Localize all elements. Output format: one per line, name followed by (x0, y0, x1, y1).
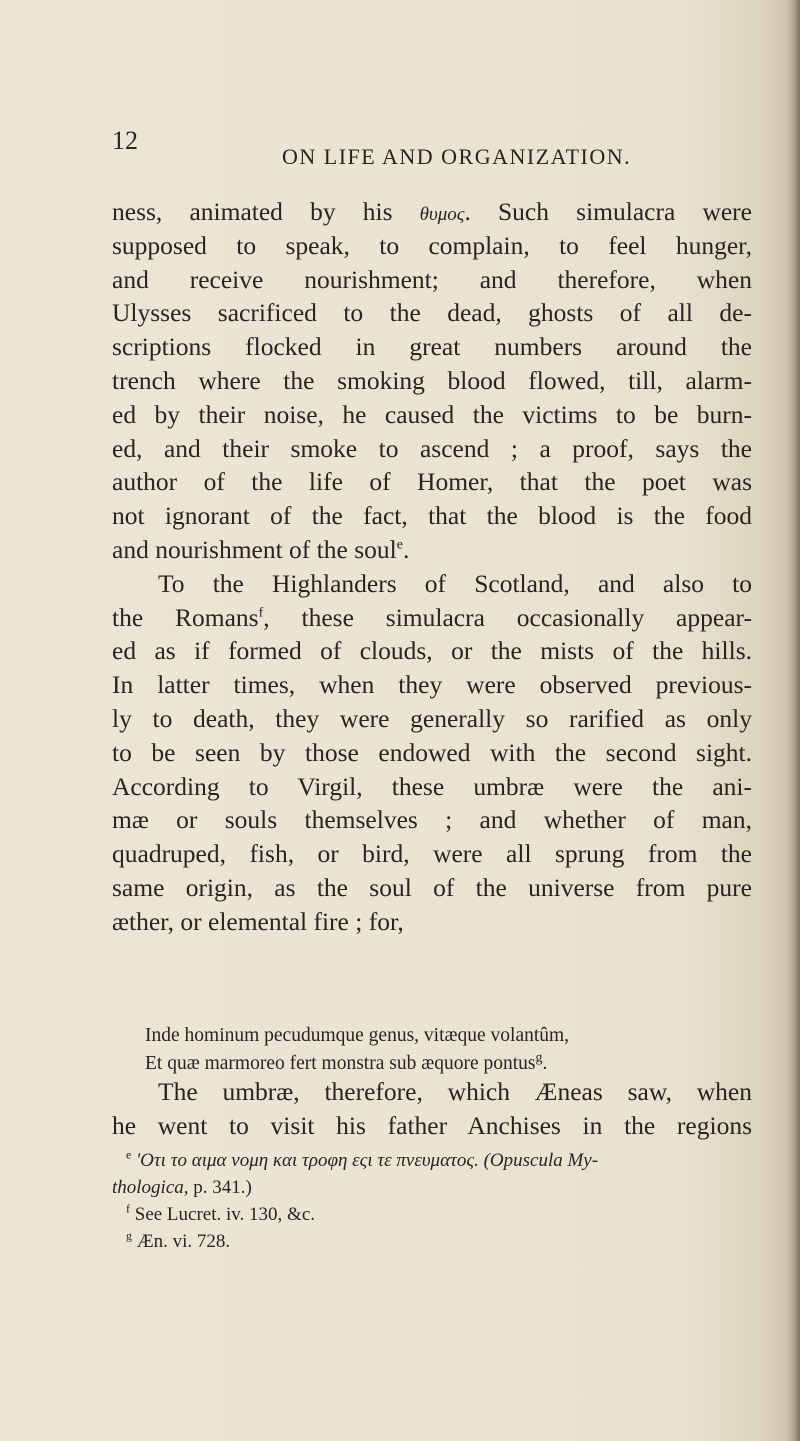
greek-word: θυμος (419, 204, 465, 225)
footnotes (112, 1147, 752, 1255)
footnote-ref-f: f (258, 605, 264, 621)
footnote-ref-g: g (535, 1050, 543, 1066)
text-line: to be seen by those endowed with the second sight. (112, 737, 752, 767)
text-line: mæ or souls themselves ; and whether of man, (112, 805, 752, 835)
footnote-e: $^e$ 'Οτι το αιμα νομη και τροφη εςι τε πνευματος. (Opuscula My- (126, 1147, 599, 1171)
text-line: and nourishment of the soul$^e$. (112, 534, 410, 564)
footnote-e-cont: thologica, p. 341.) (112, 1177, 252, 1198)
page-number: 12 (112, 126, 138, 155)
text-line: æther, or elemental fire ; for, (112, 906, 404, 936)
page-header (112, 126, 752, 178)
text-line: quadruped, fish, or bird, were all sprung from the (112, 839, 752, 869)
text-line: ly to death, they were generally so rarified as only (112, 703, 752, 733)
text-line: the Romans$^f$, these simulacra occasionally appear- (112, 602, 752, 632)
text-line: supposed to speak, to complain, to feel hunger, (112, 230, 752, 260)
text-line: To the Highlanders of Scotland, and also to (158, 568, 752, 598)
closing-paragraph (112, 1075, 752, 1143)
verse-line: Et quæ marmoreo fert monstra sub æquore pontus$^g$. (145, 1050, 548, 1074)
page-edge-shadow (786, 0, 800, 1441)
text-line: scriptions flocked in great numbers around the (112, 332, 752, 362)
footnote-f: $^f$ See Lucret. iv. 130, &c. (126, 1201, 316, 1225)
text-line: Ulysses sacrificed to the dead, ghosts of all de- (112, 298, 752, 328)
footnote-g: $^g$ Æn. vi. 728. (126, 1228, 231, 1252)
text-line: The umbræ, therefore, which Æneas saw, when (158, 1077, 752, 1106)
text-line: author of the life of Homer, that the poet was (112, 467, 752, 497)
text-line: ness, animated by his θυμος. Such simulacra were (112, 197, 752, 226)
text-line: trench where the smoking blood flowed, till, alarm- (112, 365, 752, 395)
running-head: ON LIFE AND ORGANIZATION. (282, 144, 632, 169)
footnote-ref-e: e (396, 537, 403, 553)
text-line: and receive nourishment; and therefore, when (112, 264, 752, 294)
text-line: ed by their noise, he caused the victims to be burn- (112, 399, 752, 429)
text-line: According to Virgil, these umbræ were the ani- (112, 771, 752, 801)
text-line: same origin, as the soul of the universe from pure (112, 872, 752, 902)
text-line: not ignorant of the fact, that the blood is the food (112, 501, 752, 531)
verse-quotation (112, 1022, 752, 1078)
verse-line: Inde hominum pecudumque genus, vitæque volantûm, (145, 1025, 570, 1046)
text-line: In latter times, when they were observed previous- (112, 670, 752, 700)
text-line: ed as if formed of clouds, or the mists of the hills. (112, 636, 752, 666)
text-line: ed, and their smoke to ascend ; a proof, says the (112, 433, 752, 463)
text-line: he went to visit his father Anchises in the regions (112, 1110, 752, 1140)
body-paragraphs (112, 195, 752, 939)
